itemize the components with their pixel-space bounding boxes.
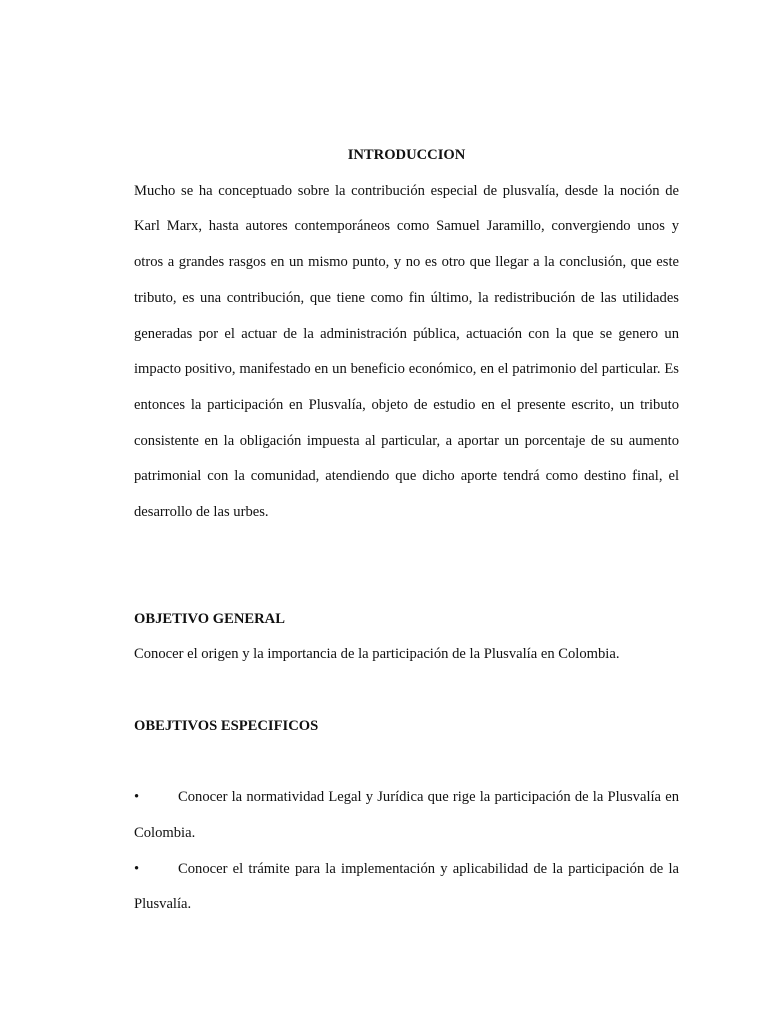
section-spacer (134, 531, 679, 602)
bullet-icon: • (134, 860, 140, 877)
specific-objective-item (134, 852, 679, 923)
section-spacer (134, 673, 679, 709)
intro-paragraph: Mucho se ha conceptuado sobre la contribución especial de plusvalía, desde la noción de Karl Marx, hasta autores contemporáneos como Samuel Jaramillo, convergiendo unos y otros a grandes rasgos en un mismo punto, y no es otro que llegar a la conclusión, que este tributo, es una contribución, que tiene como fin último, la redistribución de las utilidades generadas por el actuar de la administración pública, actuación con la que se genero un impacto positivo, manifestado en un beneficio económico, en el patrimonio del particular. Es entonces la participación en Plusvalía, objeto de estudio en el presente escrito, un tributo consistente en la obligación impuesta al particular, a aportar un porcentaje de su aumento patrimonial con la comunidad, atendiendo que dicho aporte tendrá como destino final, el desarrollo de las urbes. (134, 182, 679, 521)
specific-objective-text: Conocer la normatividad Legal y Jurídica que rige la participación de la Plusvalía en Colombia. (134, 789, 679, 842)
document-title: INTRODUCCION (347, 147, 466, 163)
general-objective-heading: OBJETIVO GENERAL (134, 610, 285, 627)
bullet-icon: • (134, 789, 140, 806)
specific-objective-item (134, 780, 679, 851)
section-spacer (134, 744, 679, 780)
specific-objective-text: Conocer el trámite para la implementación y aplicabilidad de la participación de la Plusvalía. (134, 860, 679, 913)
specific-objectives-heading: OBEJTIVOS ESPECIFICOS (134, 717, 319, 734)
general-objective-text: Conocer el origen y la importancia de la participación de la Plusvalía en Colombia. (134, 646, 620, 663)
document-content (134, 138, 679, 923)
